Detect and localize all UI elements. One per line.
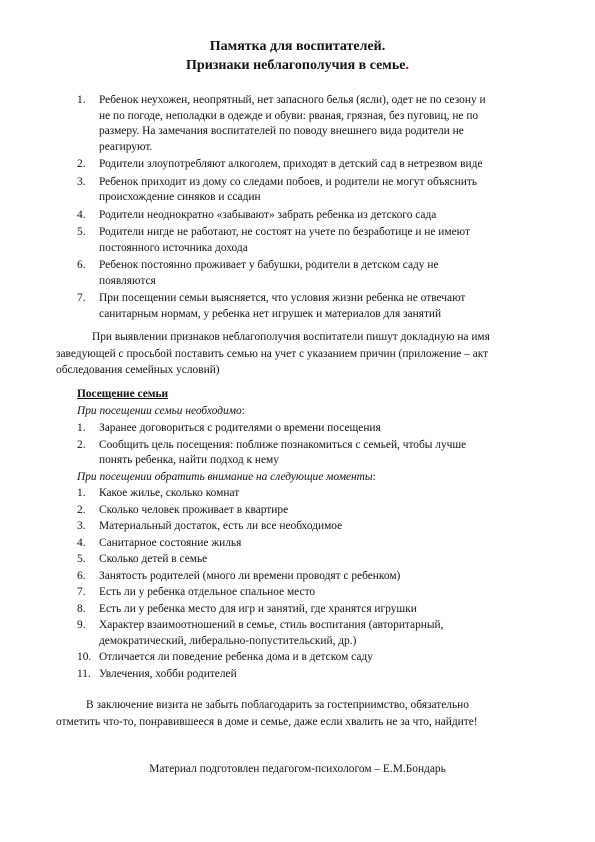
attention-text: Сколько детей в семье [99,553,208,565]
attention-number: 1. [77,487,86,499]
attention-number: 2. [77,503,86,516]
closing-line: отметить что-то, понравившееся в доме и семье, даже если хвалить не за что, найдите! [56,715,478,728]
sign-number: 2. [77,158,86,170]
visit-step-number: 2. [77,438,86,451]
attention-number: 11. [77,667,91,680]
attention-number: 9. [77,619,86,631]
sign-text: не по погоде, неполадки в одежде и обуви: рваная, грязная, без пуговиц, не по [99,109,479,122]
report-line: обследования семейных условий) [56,364,220,376]
sign-text: Ребенок постоянно проживает у бабушки, родители в детском саду не [99,259,439,271]
visit-necessary-heading [77,404,245,419]
attention-text: Есть ли у ребенка место для игр и занятий, где хранятся игрушки [99,602,417,615]
report-line: заведующей с просьбой поставить семью на учет с указанием причин (приложение – акт [56,347,489,360]
author-footer: Материал подготовлен педагогом-психологом – Е.М.Бондарь [149,763,446,775]
attention-number: 7. [77,586,86,598]
sign-number: 6. [77,259,86,271]
attention-number: 10. [77,651,92,663]
visit-step-number: 1. [77,422,86,434]
sign-number: 1. [77,94,86,106]
visit-step-text: Заранее договориться с родителями о времени посещения [99,422,381,434]
attention-text: Сколько человек проживает в квартире [99,503,289,516]
sign-text: Родители неоднократно «забывают» забрать ребенка из детского сада [99,208,437,221]
attention-text: Материальный достаток, есть ли все необходимое [99,520,343,532]
sign-text: размеру. На замечания воспитателей по поводу внешнего вида родители не [99,125,464,137]
title-red-dot: . [405,58,409,73]
sign-number: 3. [77,175,86,188]
closing-line: В заключение визита не забыть поблагодарить за гостеприимство, обязательно [86,699,469,711]
attention-number: 6. [77,569,86,582]
attention-text: Санитарное состояние жилья [99,536,242,549]
attention-number: 3. [77,520,86,532]
sign-number: 4. [77,208,86,221]
attention-text: Занятость родителей (много ли времени проводят с ребенком) [99,569,401,582]
visit-step-text: Сообщить цель посещения: поближе познакомиться с семьей, чтобы лучше [99,438,467,451]
attention-text: Характер взаимоотношений в семье, стиль воспитания (авторитарный, [99,619,444,631]
visit-attention-heading [77,470,376,485]
attention-text: Есть ли у ребенка отдельное спальное место [99,586,316,598]
visit-heading: Посещение семьи [77,388,169,400]
attention-text: Отличается ли поведение ребенка дома и в детском саду [99,651,373,663]
visit-attention-colon: : [372,471,376,483]
attention-number: 5. [77,553,86,565]
title-line-2 [0,57,595,75]
attention-text: Увлечения, хобби родителей [99,667,237,680]
sign-number: 5. [77,226,86,238]
attention-text: демократический, либерально-попустительский, др.) [99,634,357,647]
sign-text: появляются [99,274,156,287]
title-line-2-text: Признаки неблагополучия в семье [186,58,406,73]
sign-text: Родители злоупотребляют алкоголем, приходят в детский сад в нетрезвом виде [99,158,483,170]
sign-text: Ребенок неухожен, неопрятный, нет запасного белья (ясли), одет не по сезону и [99,94,486,106]
visit-necessary-colon: : [241,405,245,417]
sign-text: Родители нигде не работают, не состоят на учете по безработице и не имеют [99,226,471,238]
visit-necessary-text: При посещении семьи необходимо [77,405,242,417]
sign-text: реагируют. [99,140,153,153]
sign-text: При посещении семьи выясняется, что условия жизни ребенка не отвечают [99,292,466,304]
attention-number: 8. [77,602,86,615]
attention-text: Какое жилье, сколько комнат [99,487,240,499]
sign-text: постоянного источника дохода [99,241,248,254]
sign-text: происхождение синяков и ссадин [99,191,261,203]
sign-text: санитарным нормам, у ребенка нет игрушек и материалов для занятий [99,307,442,320]
visit-attention-text: При посещении обратить внимание на следующие моменты [77,471,373,483]
attention-number: 4. [77,536,86,549]
sign-text: Ребенок приходит из дому со следами побоев, и родители не могут объяснить [99,175,478,188]
report-line: При выявлении признаков неблагополучия воспитатели пишут докладную на имя [92,331,490,343]
sign-number: 7. [77,292,86,304]
title-line-1: Памятка для воспитателей. [209,39,386,54]
visit-step-text: понять ребенка, найти подход к нему [99,454,279,466]
